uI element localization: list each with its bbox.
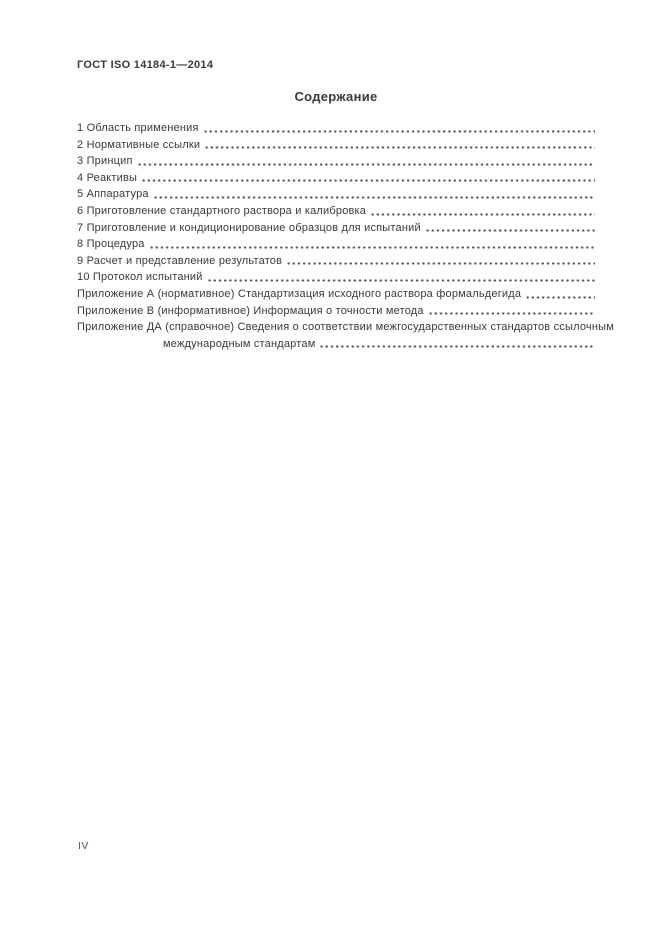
toc-leader-dots bbox=[152, 186, 595, 203]
toc-entry-label: 9 Расчет и представление результатов bbox=[77, 254, 283, 267]
toc-entry-label: 5 Аппаратура bbox=[77, 188, 149, 201]
page-number: IV bbox=[78, 840, 89, 852]
toc-entry bbox=[77, 120, 595, 137]
toc-entry bbox=[77, 203, 595, 220]
toc-leader-dots bbox=[524, 286, 595, 303]
toc-entry bbox=[77, 303, 595, 320]
toc-leader-dots bbox=[369, 203, 595, 220]
toc-entry-label: 8 Процедура bbox=[77, 238, 145, 251]
toc-entry-label: Приложение В (информативное) Информация о точности метода bbox=[77, 304, 424, 317]
toc-entry bbox=[77, 319, 615, 336]
toc-leader-dots bbox=[148, 236, 595, 253]
toc-entry-label: 7 Приготовление и кондиционирование образцов для испытаний bbox=[77, 221, 421, 234]
toc-entry-label: 4 Реактивы bbox=[77, 171, 138, 184]
toc-entry-label: 2 Нормативные ссылки bbox=[77, 138, 201, 151]
toc-entry bbox=[77, 286, 595, 303]
toc-entry-label: Приложение А (нормативное) Стандартизация исходного раствора формальдегида bbox=[77, 287, 522, 300]
toc-entry bbox=[77, 336, 595, 353]
toc-entry bbox=[77, 153, 595, 170]
toc-leader-dots bbox=[202, 120, 595, 137]
toc-leader-dots bbox=[136, 153, 595, 170]
toc-entry-label: 1 Область применения bbox=[77, 122, 199, 134]
toc-leader-dots bbox=[285, 253, 595, 270]
toc-leader-dots bbox=[424, 220, 595, 237]
toc-entry bbox=[77, 269, 595, 286]
document-code: ГОСТ ISO 14184-1—2014 bbox=[77, 59, 214, 71]
toc-leader-dots bbox=[427, 303, 595, 320]
toc-leader-dots bbox=[206, 269, 595, 286]
toc-entry-label: Приложение ДА (справочное) Сведения о соответствии межгосударственных стандартов ссылочным bbox=[77, 321, 615, 334]
contents-title: Содержание bbox=[294, 89, 378, 104]
toc-entry-label: 3 Принцип bbox=[77, 155, 133, 168]
toc-entry bbox=[77, 186, 595, 203]
toc-leader-dots bbox=[318, 336, 595, 353]
toc-entry-label: 10 Протокол испытаний bbox=[77, 271, 203, 284]
toc-entry bbox=[77, 220, 595, 237]
toc-entry-label: 6 Приготовление стандартного раствора и калибровка bbox=[77, 204, 367, 217]
toc-entry-label: международным стандартам bbox=[163, 337, 316, 350]
toc-entry bbox=[77, 137, 595, 154]
toc-leader-dots bbox=[203, 137, 595, 154]
toc-entry bbox=[77, 236, 595, 253]
toc-entry bbox=[77, 253, 595, 270]
toc-list bbox=[77, 120, 615, 352]
toc-entry bbox=[77, 170, 595, 187]
toc-leader-dots bbox=[140, 170, 595, 187]
